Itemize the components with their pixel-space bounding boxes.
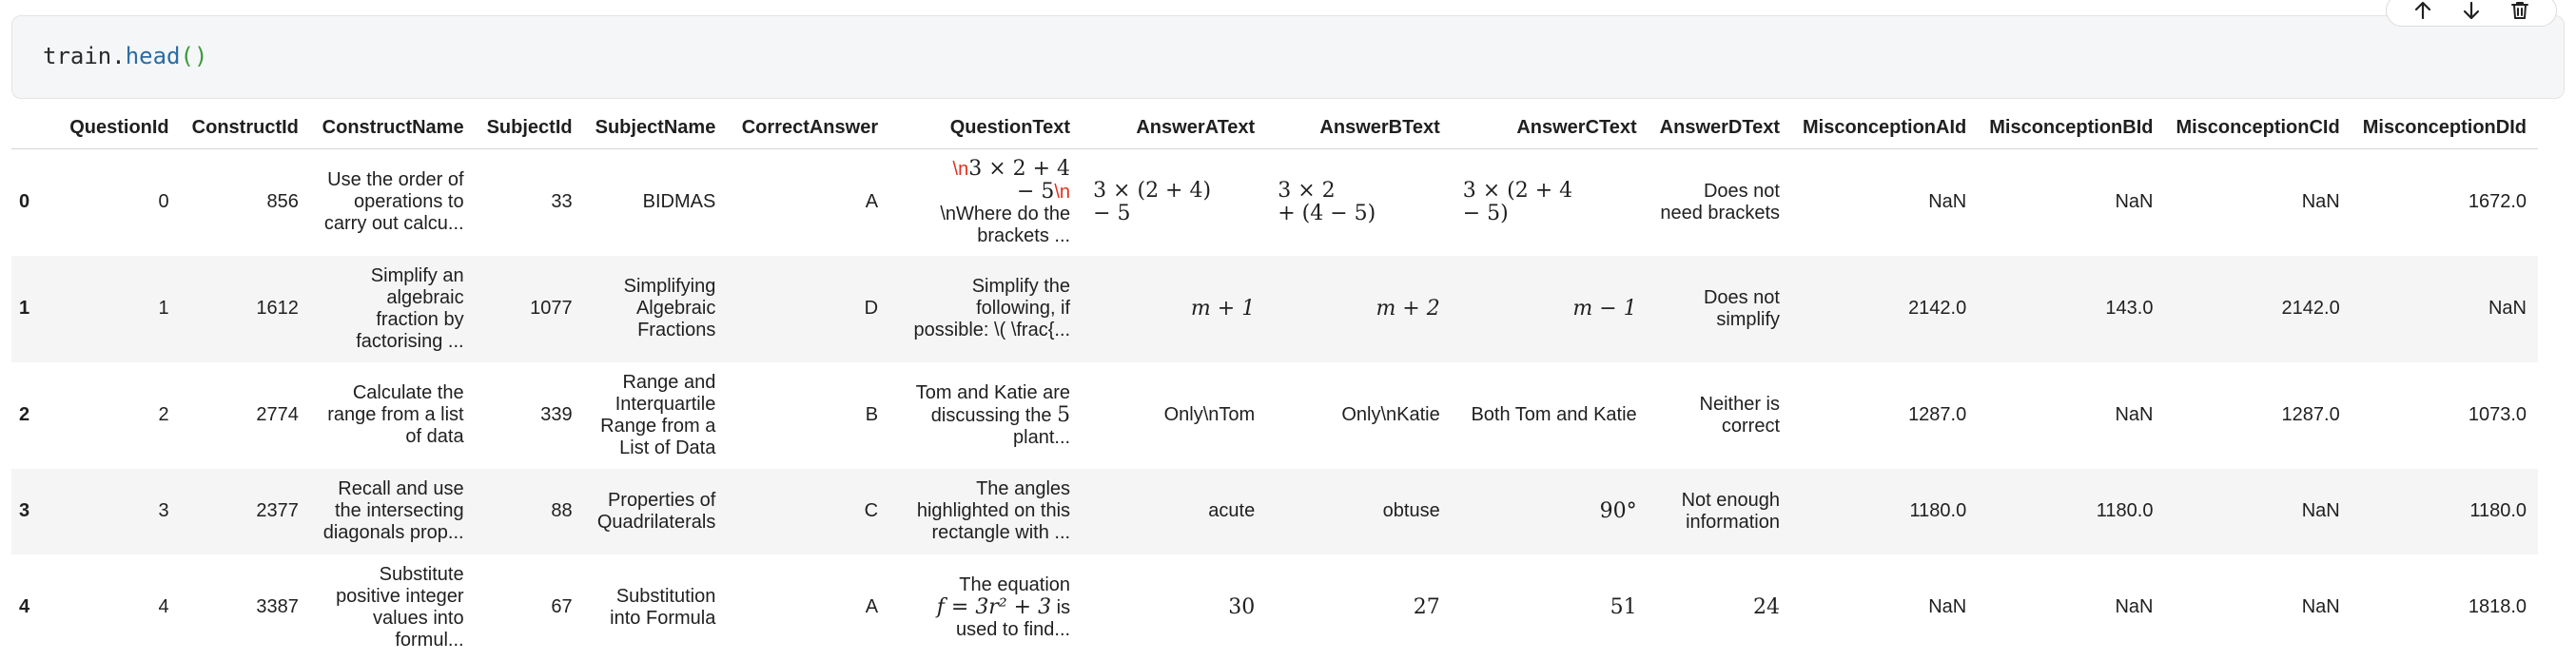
cell-construct-name: Use the order of operations to carry out calcu... xyxy=(323,169,464,235)
cell-question-text: Simplify the following, if possible: \( \frac{... xyxy=(913,276,1071,340)
math-expression: − 5 xyxy=(1093,201,1131,225)
code-parens: () xyxy=(180,43,208,69)
col-header: MisconceptionDId xyxy=(2352,107,2538,149)
col-header: SubjectName xyxy=(584,107,728,149)
cell-subject-name: Substitution into Formula xyxy=(610,585,716,629)
cell-subject-id: 1077 xyxy=(530,298,573,319)
cell-correct-answer: A xyxy=(865,191,879,213)
col-header: AnswerCText xyxy=(1452,107,1649,149)
cell-misconception-a: NaN xyxy=(1928,596,1967,617)
cell-construct-id: 1612 xyxy=(256,298,299,319)
col-header: AnswerBText xyxy=(1266,107,1452,149)
cell-answer-b: 27 xyxy=(1413,595,1440,619)
col-header: MisconceptionAId xyxy=(1791,107,1978,149)
cell-misconception-a: 1287.0 xyxy=(1908,404,1967,425)
cell-question-id: 1 xyxy=(158,298,169,319)
row-index: 2 xyxy=(19,404,30,425)
math-expression: 3 × 2 + 4 xyxy=(968,156,1071,181)
cell-answer-c: m − 1 xyxy=(1572,297,1637,321)
move-up-button[interactable] xyxy=(2404,0,2442,26)
cell-answer-a xyxy=(1082,149,1266,256)
cell-correct-answer: C xyxy=(864,500,879,521)
cell-subject-id: 88 xyxy=(551,500,573,521)
arrow-down-icon xyxy=(2460,0,2483,22)
question-text-part: is used to find... xyxy=(955,596,1071,640)
cell-subject-name: Properties of Quadrilaterals xyxy=(596,489,716,533)
table-row xyxy=(11,554,2538,661)
index-header xyxy=(11,107,50,149)
math-expression: 3 × (2 + 4 xyxy=(1462,178,1573,203)
dataframe-output xyxy=(11,107,2538,661)
cell-question-text: The angles highlighted on this rectangle with ... xyxy=(916,478,1071,543)
cell-subject-name: BIDMAS xyxy=(642,191,716,213)
arrow-up-icon xyxy=(2411,0,2434,22)
cell-answer-c: Both Tom and Katie xyxy=(1471,404,1637,425)
code-line[interactable] xyxy=(43,43,207,69)
cell-construct-name: Calculate the range from a list of data xyxy=(327,382,464,447)
col-header: QuestionText xyxy=(889,107,1082,149)
cell-misconception-a: 2142.0 xyxy=(1908,298,1967,319)
col-header: SubjectId xyxy=(476,107,584,149)
cell-misconception-d: NaN xyxy=(2488,298,2527,319)
question-text-tail: \nWhere do the brackets ... xyxy=(940,203,1071,246)
cell-construct-name: Simplify an algebraic fraction by factorising ... xyxy=(356,264,464,352)
math-expression: f = 3r² + 3 xyxy=(936,594,1052,619)
code-cell[interactable] xyxy=(11,15,2565,99)
cell-misconception-b: NaN xyxy=(2115,191,2154,213)
row-index: 0 xyxy=(19,191,30,213)
cell-correct-answer: B xyxy=(865,404,879,425)
cell-misconception-b: NaN xyxy=(2115,404,2154,425)
cell-construct-name: Recall and use the intersecting diagonals prop... xyxy=(322,478,464,543)
cell-subject-name: Range and Interquartile Range from a List of Data xyxy=(600,371,716,458)
cell-construct-id: 2774 xyxy=(256,404,299,425)
table-row xyxy=(11,256,2538,362)
cell-misconception-c: NaN xyxy=(2301,191,2340,213)
math-expression: 3 × 2 xyxy=(1278,178,1336,203)
question-text-part: plant... xyxy=(1013,426,1071,448)
cell-misconception-b: 1180.0 xyxy=(2096,500,2154,521)
cell-answer-b: m + 2 xyxy=(1376,297,1440,321)
code-object: train. xyxy=(43,43,126,69)
move-down-button[interactable] xyxy=(2452,0,2490,26)
cell-subject-id: 67 xyxy=(551,596,573,617)
cell-construct-name: Substitute positive integer values into formul... xyxy=(336,563,464,651)
cell-subject-id: 33 xyxy=(551,191,573,213)
cell-answer-a: 30 xyxy=(1228,595,1256,619)
cell-answer-d: 24 xyxy=(1753,595,1780,619)
cell-misconception-c: 2142.0 xyxy=(2281,298,2340,319)
col-header: AnswerAText xyxy=(1082,107,1266,149)
trash-icon xyxy=(2508,0,2531,22)
cell-answer-b: obtuse xyxy=(1382,500,1440,521)
header-row xyxy=(11,107,2538,149)
question-text-part: Tom and Katie are discussing the xyxy=(915,381,1071,426)
dataframe-table xyxy=(11,107,2538,661)
cell-misconception-b: NaN xyxy=(2115,596,2154,617)
col-header: ConstructId xyxy=(181,107,310,149)
cell-misconception-d: 1818.0 xyxy=(2468,596,2527,617)
cell-question-text xyxy=(889,362,1082,469)
cell-misconception-c: 1287.0 xyxy=(2281,404,2340,425)
cell-answer-c xyxy=(1452,149,1649,256)
cell-answer-a: acute xyxy=(1208,500,1256,521)
cell-question-id: 3 xyxy=(158,500,169,521)
cell-question-id: 4 xyxy=(158,596,169,617)
math-expression: 3 × (2 + 4) xyxy=(1093,178,1212,203)
cell-misconception-c: NaN xyxy=(2301,596,2340,617)
delete-cell-button[interactable] xyxy=(2501,0,2539,26)
escape-token: \n xyxy=(1054,181,1071,203)
table-row xyxy=(11,149,2538,256)
cell-correct-answer: A xyxy=(865,596,879,617)
col-header: QuestionId xyxy=(50,107,181,149)
cell-question-id: 0 xyxy=(158,191,169,213)
row-index: 3 xyxy=(19,500,30,521)
cell-misconception-a: NaN xyxy=(1928,191,1967,213)
cell-construct-id: 2377 xyxy=(256,500,299,521)
cell-answer-b: Only\nKatie xyxy=(1341,404,1440,425)
cell-subject-name: Simplifying Algebraic Fractions xyxy=(623,276,716,340)
cell-question-id: 2 xyxy=(158,404,169,425)
math-expression: 5 xyxy=(1057,402,1071,427)
cell-misconception-d: 1672.0 xyxy=(2468,191,2527,213)
col-header: CorrectAnswer xyxy=(727,107,889,149)
cell-correct-answer: D xyxy=(864,298,879,319)
cell-misconception-b: 143.0 xyxy=(2105,298,2154,319)
code-method: head xyxy=(125,43,181,69)
cell-construct-id: 856 xyxy=(266,191,299,213)
cell-answer-d: Neither is correct xyxy=(1699,393,1780,437)
cell-misconception-d: 1180.0 xyxy=(2469,500,2527,521)
cell-misconception-c: NaN xyxy=(2301,500,2340,521)
cell-subject-id: 339 xyxy=(540,404,573,425)
col-header: AnswerDText xyxy=(1649,107,1791,149)
row-index: 1 xyxy=(19,298,30,319)
col-header: MisconceptionCId xyxy=(2164,107,2351,149)
cell-misconception-d: 1073.0 xyxy=(2468,404,2527,425)
row-index: 4 xyxy=(19,596,30,617)
cell-question-text xyxy=(889,554,1082,661)
col-header: MisconceptionBId xyxy=(1978,107,2164,149)
table-row xyxy=(11,362,2538,469)
math-expression: + (4 − 5) xyxy=(1278,201,1376,225)
cell-answer-d: Does not need brackets xyxy=(1660,180,1780,224)
escape-token: \n xyxy=(952,158,969,180)
math-expression: − 5) xyxy=(1462,201,1509,225)
cell-misconception-a: 1180.0 xyxy=(1909,500,1967,521)
cell-answer-b xyxy=(1266,149,1452,256)
table-row xyxy=(11,469,2538,554)
cell-answer-c: 51 xyxy=(1610,595,1637,619)
cell-toolbar xyxy=(2386,0,2557,27)
cell-construct-id: 3387 xyxy=(256,596,299,617)
cell-answer-a: m + 1 xyxy=(1190,297,1256,321)
cell-answer-d: Does not simplify xyxy=(1703,286,1780,330)
cell-answer-d: Not enough information xyxy=(1681,489,1780,533)
cell-answer-a: Only\nTom xyxy=(1163,404,1256,425)
col-header: ConstructName xyxy=(310,107,476,149)
math-expression: − 5 xyxy=(1016,179,1055,204)
cell-answer-c: 90° xyxy=(1599,499,1637,523)
cell-question-text xyxy=(889,149,1082,256)
question-text-part: The equation xyxy=(959,574,1071,595)
